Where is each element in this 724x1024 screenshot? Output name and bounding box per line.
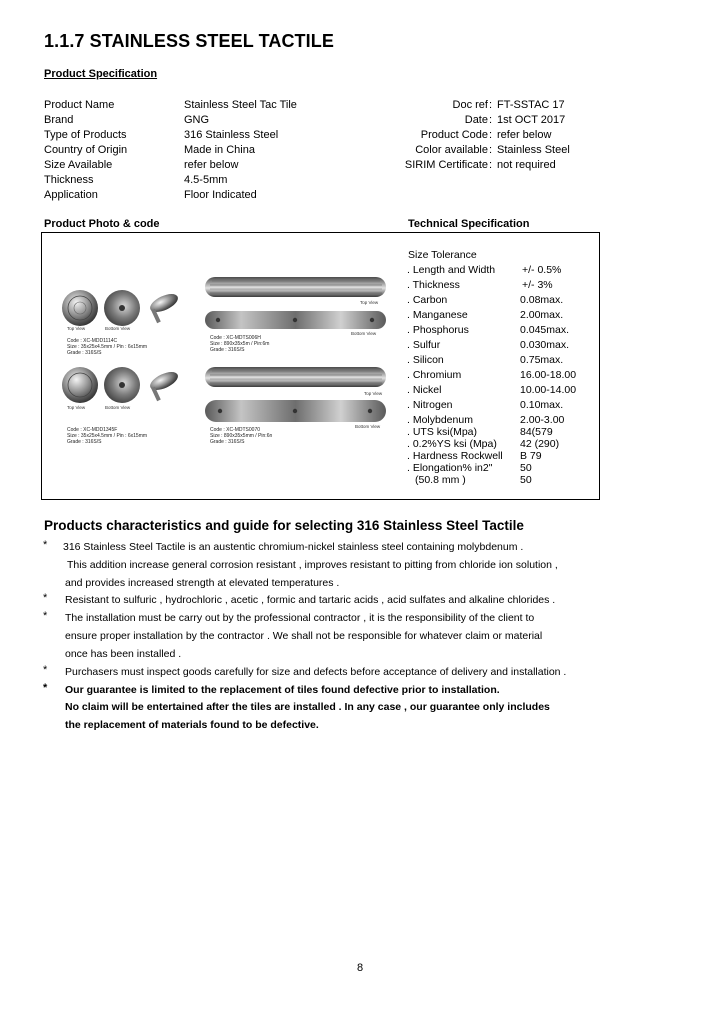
bullet-marker: * [43, 592, 48, 604]
guarantee-line: the replacement of materials found to be defective. [65, 719, 319, 731]
caption-grade: Grade : 316S/S [67, 350, 102, 356]
spec-label: Product Name [44, 99, 115, 111]
spec-value: 1st OCT 2017 [497, 114, 566, 126]
caption-code: Code : XC-MDD1114C [67, 338, 118, 344]
tech-label: . Hardness Rockwell [407, 450, 503, 462]
stud-side-view-2 [147, 368, 180, 401]
tech-label: . Chromium [407, 369, 462, 381]
tech-value: 0.10max. [520, 399, 564, 411]
bar-bottom-view-2 [205, 400, 386, 422]
tech-value: +/- 0.5% [522, 264, 562, 276]
tech-label: . Thickness [407, 279, 460, 291]
bullet-marker: * [43, 664, 48, 676]
caption-grade: Grade : 316S/S [210, 347, 245, 353]
spec-value: Floor Indicated [184, 189, 257, 201]
tech-value: 84(579 [520, 426, 553, 438]
tech-label: . Molybdenum [407, 414, 473, 426]
tech-value: 50 [520, 474, 532, 486]
caption-size: Size : 890x35x5m / Pin:6m [210, 341, 270, 347]
characteristic-line: ensure proper installation by the contractor . We shall not be responsible for whatever claim or material [65, 630, 543, 642]
spec-value: Stainless Steel Tac Tile [184, 99, 297, 111]
spec-value: FT-SSTAC 17 [497, 99, 565, 111]
tech-value: 2.00-3.00 [520, 414, 565, 426]
spec-label: Doc ref [452, 99, 488, 111]
spec-label: Size Available [44, 159, 113, 171]
spec-value: refer below [184, 159, 239, 171]
tech-label: . Carbon [407, 294, 448, 306]
bullet-marker: * [43, 610, 48, 622]
spec-value: refer below [497, 129, 552, 141]
view-label: Bottom View [355, 424, 381, 429]
stud-top-view-2 [62, 367, 98, 403]
spec-label: Application [44, 189, 98, 201]
stud-top-view-1 [62, 290, 98, 326]
caption-size: Size : 35x25x4.5mm / Pin : 6x15mm [67, 433, 148, 439]
tech-label: . Length and Width [407, 264, 496, 276]
caption-code: Code : XC-MDTS006H [210, 335, 261, 341]
product-spec-heading: Product Specification [44, 68, 158, 80]
stud-bottom-view-1 [104, 290, 140, 326]
tech-label: . Phosphorus [407, 324, 469, 336]
stud1-caption [67, 338, 147, 356]
spec-colon: : [489, 129, 493, 141]
stud-side-view-1 [147, 290, 180, 323]
tech-label: . Silicon [407, 354, 444, 366]
spec-colon: : [489, 159, 493, 171]
tech-value: 0.75max. [520, 354, 564, 366]
tech-label: . Elongation% in2" [407, 462, 493, 474]
spec-label: Type of Products [44, 129, 127, 141]
tech-value: 0.030max. [520, 339, 570, 351]
spec-value: not required [497, 159, 556, 171]
stud2-caption [67, 427, 147, 445]
tech-value: 10.00-14.00 [520, 384, 577, 396]
spec-label: Thickness [44, 174, 94, 186]
tech-value: 0.08max. [520, 294, 564, 306]
bullet-marker: * [43, 682, 48, 694]
caption-code: Code : XC-MDTS0070 [210, 427, 261, 433]
bar-top-view-1 [205, 277, 386, 297]
page-number: 8 [357, 962, 364, 974]
page-title: 1.1.7 STAINLESS STEEL TACTILE [44, 31, 334, 51]
tech-label: . Sulfur [407, 339, 441, 351]
tech-label: . Nickel [407, 384, 442, 396]
tech-value: 16.00-18.00 [520, 369, 577, 381]
caption-size: Size : 35x25x4.5mm / Pin : 6x15mm [67, 344, 148, 350]
spec-label: SIRIM Certificate [404, 159, 488, 171]
view-label: Bottom View [351, 331, 377, 336]
caption-grade: Grade : 316S/S [67, 439, 102, 445]
characteristics-heading: Products characteristics and guide for selecting 316 Stainless Steel Tactile [44, 518, 524, 533]
tech-label: . Nitrogen [407, 399, 453, 411]
spec-value: 316 Stainless Steel [184, 129, 279, 141]
characteristic-line: and provides increased strength at elevated temperatures . [65, 577, 340, 589]
tech-label: . UTS ksi(Mpa) [407, 426, 478, 438]
tech-heading: Technical Specification [408, 218, 530, 230]
spec-value: Stainless Steel [497, 144, 570, 156]
view-label: Top View [67, 405, 86, 410]
tech-value: B 79 [520, 450, 542, 462]
bar-bottom-view-1 [205, 311, 386, 329]
view-label: Bottom View [105, 326, 131, 331]
tech-value: 42 (290) [520, 438, 560, 450]
spec-label: Country of Origin [44, 144, 128, 156]
tech-label: (50.8 mm ) [415, 474, 466, 486]
characteristic-line: The installation must be carry out by the professional contractor , it is the responsibility of the client to [65, 612, 535, 624]
tech-value: 50 [520, 462, 532, 474]
size-tolerance-label: Size Tolerance [408, 249, 477, 261]
characteristic-line: once has been installed . [65, 648, 182, 660]
caption-grade: Grade : 316S/S [210, 439, 245, 445]
photo-heading: Product Photo & code [44, 218, 160, 230]
characteristic-line: Resistant to sulfuric , hydrochloric , acetic , formic and tartaric acids , acid sulfates and alkaline chlorides . [65, 594, 556, 606]
caption-size: Size : 890x35x5mm / Pin:6n [210, 433, 273, 439]
spec-label: Brand [44, 114, 74, 126]
bar-top-view-2 [205, 367, 386, 387]
bar1-caption [210, 335, 269, 353]
bar2-caption [210, 427, 272, 445]
stud-bottom-view-2 [104, 367, 140, 403]
spec-colon: : [489, 114, 493, 126]
tech-value: 0.045max. [520, 324, 570, 336]
spec-label: Product Code [420, 129, 488, 141]
tech-label: . Manganese [407, 309, 468, 321]
characteristic-line: 316 Stainless Steel Tactile is an austentic chromium-nickel stainless steel containing molybdenum . [63, 541, 524, 553]
spec-value: 4.5-5mm [184, 174, 228, 186]
product-photos [42, 233, 402, 499]
guarantee-line: No claim will be entertained after the tiles are installed . In any case , our guarantee only includes [65, 701, 550, 713]
caption-code: Code : XC-MDD1345F [67, 427, 118, 433]
bullet-marker: * [43, 539, 48, 551]
view-label: Top View [360, 300, 379, 305]
tech-value: +/- 3% [522, 279, 553, 291]
characteristic-line: Purchasers must inspect goods carefully for size and defects before acceptance of delivery and installation . [65, 666, 567, 678]
view-label: Top View [364, 391, 383, 396]
view-label: Bottom View [105, 405, 131, 410]
guarantee-line: Our guarantee is limited to the replacement of tiles found defective prior to installation. [65, 684, 500, 696]
spec-value: Made in China [184, 144, 255, 156]
spec-colon: : [489, 144, 493, 156]
spec-label: Date [464, 114, 488, 126]
characteristic-line: This addition increase general corrosion resistant , improves resistant to pitting from chloride ion solution , [67, 559, 558, 571]
spec-label: Color available [415, 144, 488, 156]
view-label: Top View [67, 326, 86, 331]
spec-colon: : [489, 99, 493, 111]
spec-value: GNG [184, 114, 210, 126]
tech-value: 2.00max. [520, 309, 564, 321]
tech-label: . 0.2%YS ksi (Mpa) [407, 438, 497, 450]
